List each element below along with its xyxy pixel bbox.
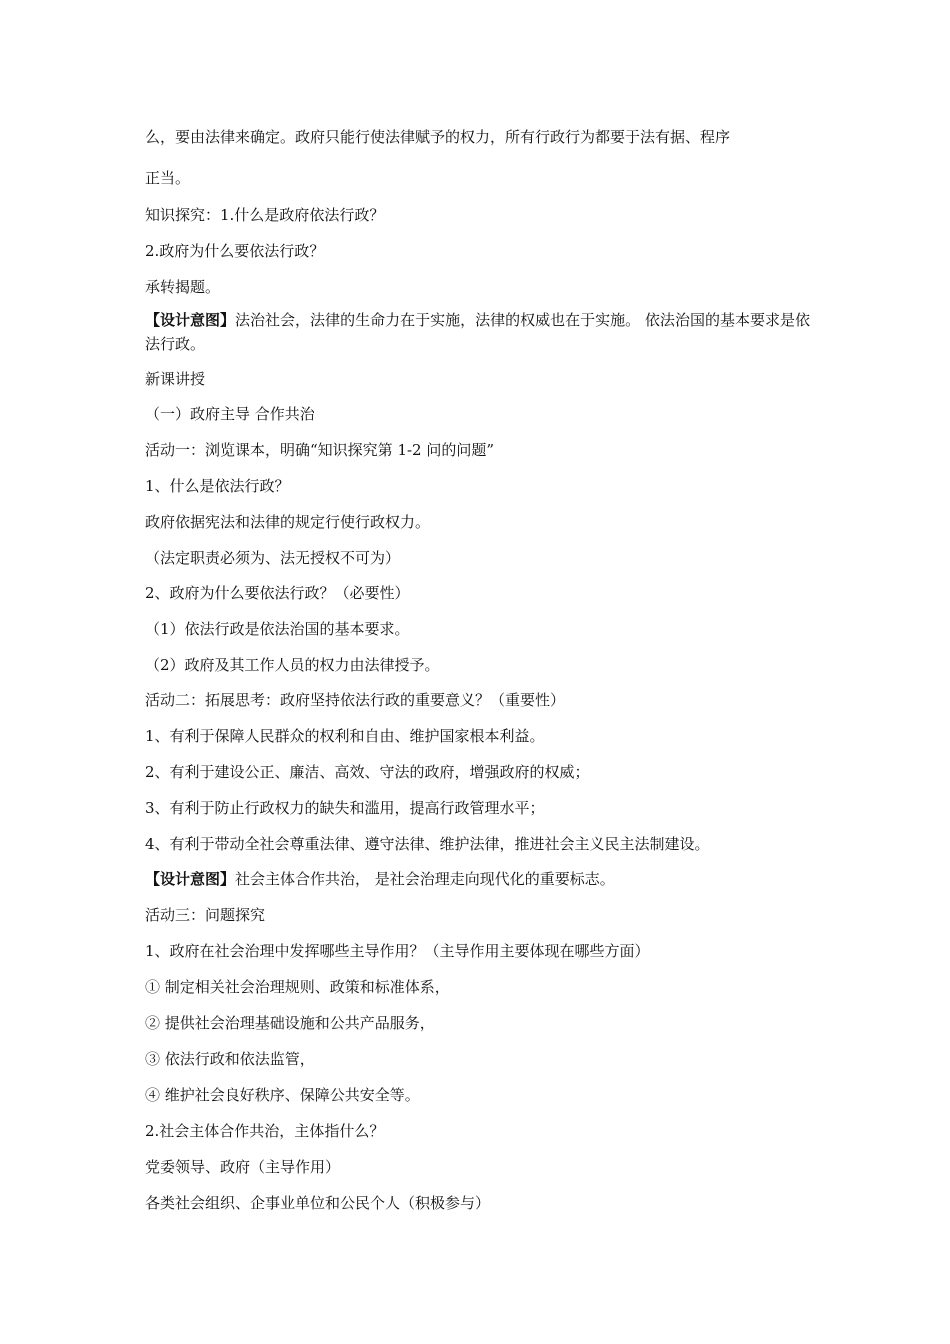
text-line: 1、有利于保障人民群众的权利和自由、维护国家根本利益。 xyxy=(145,727,545,745)
text-line: 么，要由法律来确定。政府只能行使法律赋予的权力，所有行政行为都要于法有据、程序 xyxy=(145,128,731,146)
text-line: 3、有利于防止行政权力的缺失和滥用，提高行政管理水平； xyxy=(145,799,545,817)
text-line: 1、政府在社会治理中发挥哪些主导作用？（主导作用主要体现在哪些方面） xyxy=(145,942,650,960)
section-heading: 新课讲授 xyxy=(145,370,206,388)
text-line: （1）依法行政是依法治国的基本要求。 xyxy=(145,620,410,638)
text-line: 活动一：浏览课本，明确“知识探究第 1-2 问的问题” xyxy=(145,441,495,459)
design-intent-text: 法治社会，法律的生命力在于实施，法律的权威也在于实施。 依法治国的基本要求是依法行政。 xyxy=(145,311,810,353)
section-subheading: （一）政府主导 合作共治 xyxy=(145,405,315,423)
design-intent-text: 社会主体合作共治， 是社会治理走向现代化的重要标志。 xyxy=(235,870,615,888)
text-line: 2.政府为什么要依法行政？ xyxy=(145,242,325,260)
text-line: 承转揭题。 xyxy=(145,278,221,296)
text-line: 正当。 xyxy=(145,169,191,187)
text-line: 2、有利于建设公正、廉洁、高效、守法的政府，增强政府的权威； xyxy=(145,763,590,781)
text-line: ② 提供社会治理基础设施和公共产品服务， xyxy=(145,1014,435,1032)
text-line: 党委领导、政府（主导作用） xyxy=(145,1158,341,1176)
text-line: ① 制定相关社会治理规则、政策和标准体系， xyxy=(145,978,450,996)
text-line: 政府依据宪法和法律的规定行使行政权力。 xyxy=(145,513,431,531)
design-intent-label: 【设计意图】 xyxy=(145,870,236,888)
text-line: 活动二：拓展思考：政府坚持依法行政的重要意义？（重要性） xyxy=(145,691,566,709)
text-line: 活动三：问题探究 xyxy=(145,906,266,924)
design-intent-paragraph xyxy=(145,869,810,889)
text-line: 4、有利于带动全社会尊重法律、遵守法律、维护法律，推进社会主义民主法制建设。 xyxy=(145,835,710,853)
text-line: （法定职责必须为、法无授权不可为） xyxy=(145,549,401,567)
design-intent-label: 【设计意图】 xyxy=(145,311,236,329)
text-line: ④ 维护社会良好秩序、保障公共安全等。 xyxy=(145,1086,420,1104)
text-line: 知识探究：1.什么是政府依法行政？ xyxy=(145,206,385,224)
design-intent-paragraph xyxy=(145,308,810,356)
text-line: （2）政府及其工作人员的权力由法律授予。 xyxy=(145,656,440,674)
text-line: 2、政府为什么要依法行政？（必要性） xyxy=(145,584,410,602)
text-line: ③ 依法行政和依法监管， xyxy=(145,1050,315,1068)
text-line: 各类社会组织、企事业单位和公民个人（积极参与） xyxy=(145,1194,491,1212)
text-line: 1、什么是依法行政？ xyxy=(145,477,290,495)
text-line: 2.社会主体合作共治，主体指什么？ xyxy=(145,1122,385,1140)
